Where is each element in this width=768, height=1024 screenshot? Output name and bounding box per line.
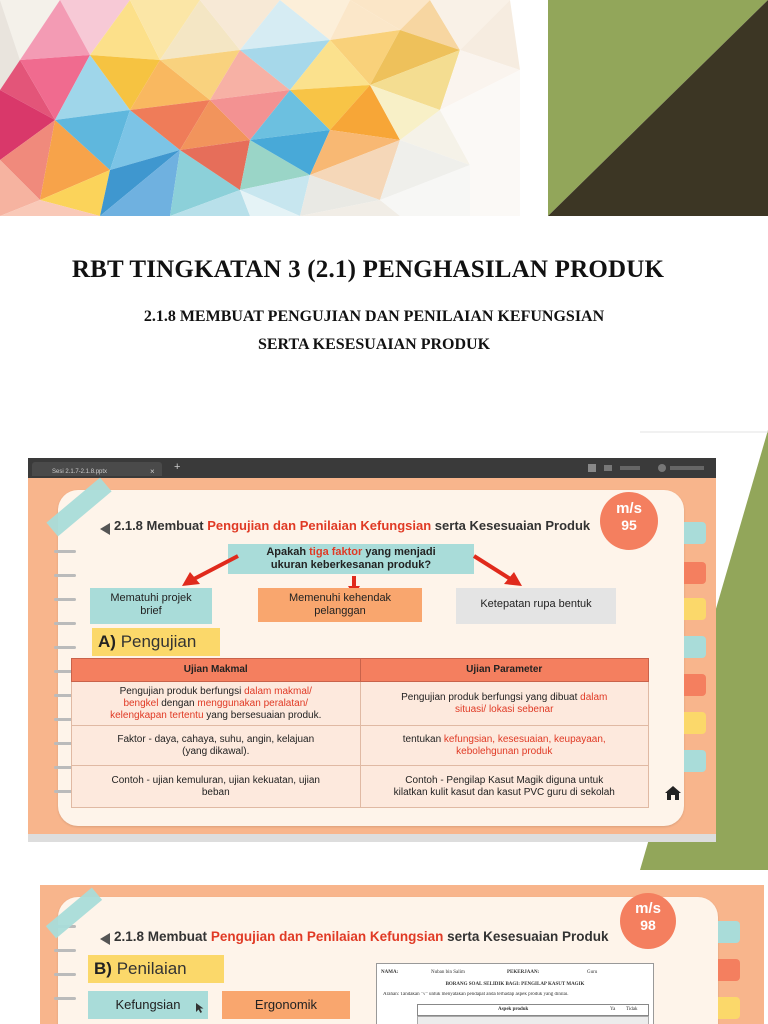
form-table-header xyxy=(417,1004,649,1016)
answer-box-3: Ketepatan rupa bentuk xyxy=(456,588,616,624)
page-ref-label: m/s xyxy=(635,900,661,917)
heading-number: 2.1.8 xyxy=(114,929,145,944)
criteria-box-ergonomik: Ergonomik xyxy=(222,991,350,1019)
table-header-ujian-parameter: Ujian Parameter xyxy=(360,659,649,682)
cell-text: Pengujian produk berfungsi xyxy=(119,685,242,697)
side-tab xyxy=(718,921,740,943)
side-tab xyxy=(684,598,706,620)
browser-tab-title: Sesi 2.1.7-2.1.8.pptx xyxy=(52,469,108,475)
binder-ring xyxy=(54,622,76,625)
cell-text-red: kelengkapan tertentu xyxy=(110,709,204,721)
side-tab xyxy=(684,750,706,772)
heading-number: 2.1.8 xyxy=(114,518,143,533)
cell-text: Pengujian produk berfungsi yang dibuat xyxy=(401,691,578,703)
form-col-tidak: Tidak xyxy=(626,1007,638,1012)
criteria-box-kefungsian: Kefungsian xyxy=(88,991,208,1019)
subtitle-line-1: 2.1.8 MEMBUAT PENGUJIAN DAN PENILAIAN KEFUNGSIAN xyxy=(143,308,605,325)
answer-2-line-1: Memenuhi kehendak xyxy=(288,592,392,604)
section-label-pengujian xyxy=(92,628,220,656)
cell-text-red: menggunakan peralatan/ xyxy=(197,697,309,709)
page-ref-number: 98 xyxy=(640,917,656,933)
slide-heading xyxy=(114,518,590,533)
cell-text: dengan xyxy=(161,697,195,709)
form-job-value: Guru xyxy=(587,970,598,975)
browser-tab[interactable] xyxy=(32,462,162,476)
browser-toolbar xyxy=(28,458,716,478)
table-cell xyxy=(72,682,361,726)
form-col-ya: Ya xyxy=(610,1007,616,1012)
table-cell xyxy=(72,766,361,808)
cursor-icon xyxy=(196,1003,204,1013)
question-text-red: tiga faktor xyxy=(309,546,363,558)
table-row xyxy=(72,682,649,726)
table-row xyxy=(72,766,649,808)
table-header-row xyxy=(72,659,649,682)
side-tab xyxy=(684,522,706,544)
binder-ring xyxy=(54,973,76,976)
status-bar xyxy=(28,834,716,842)
page-title: RBT TINGKATAN 3 (2.1) PENGHASILAN PRODUK xyxy=(71,256,665,283)
answer-2-line-2: pelanggan xyxy=(314,605,366,617)
binder-ring xyxy=(54,550,76,553)
table-cell xyxy=(360,726,649,766)
table-cell xyxy=(360,766,649,808)
binder-ring xyxy=(54,646,76,649)
form-name-value: Nuban bin Salim xyxy=(431,970,465,975)
table-cell xyxy=(72,726,361,766)
question-text-3: ukuran keberkesanan produk? xyxy=(270,559,432,571)
side-tab xyxy=(684,636,706,658)
heading-text-2: serta Kesesuaian Produk xyxy=(447,929,609,944)
header-banner xyxy=(0,0,768,216)
subtitle-line-2: SERTA KESESUAIAN PRODUK xyxy=(257,336,491,353)
cell-text: beban xyxy=(201,786,230,798)
cell-text: Contoh - ujian kemuluran, ujian kekuatan, ujian xyxy=(111,774,320,786)
heading-text-red: Pengujian dan Penilaian Kefungsian xyxy=(207,518,432,533)
cell-text: yang bersesuaian produk. xyxy=(206,709,322,721)
table-row xyxy=(72,726,649,766)
low-poly-pattern xyxy=(0,0,768,216)
toolbar-icons xyxy=(588,464,708,472)
cell-text-red: situasi/ lokasi sebenar xyxy=(455,703,554,715)
side-tab xyxy=(684,712,706,734)
heading-text-1: Membuat xyxy=(147,929,208,944)
binder-ring xyxy=(54,574,76,577)
slide-screenshot-pengujian xyxy=(28,458,716,842)
cell-text-red: kefungsian, kesesuaian, keupayaan, xyxy=(443,733,606,745)
section-title: Pengujian xyxy=(120,632,197,651)
answer-1-line-2: brief xyxy=(140,605,162,617)
table-cell xyxy=(360,682,649,726)
heading-text-red: Pengujian dan Penilaian Kefungsian xyxy=(210,929,444,944)
binder-ring xyxy=(54,598,76,601)
form-col-aspek: Aspek produk xyxy=(498,1007,529,1012)
side-tab xyxy=(718,959,740,981)
slide-screenshot-penilaian xyxy=(40,885,764,1024)
cell-text-red: dalam xyxy=(580,691,608,703)
cell-text: kilatkan kulit kasut dan kasut PVC guru di sekolah xyxy=(393,786,615,798)
form-name-label: NAMA: xyxy=(381,970,399,975)
question-text-1: Apakah xyxy=(266,546,307,558)
page-ref-number: 95 xyxy=(621,517,637,533)
home-icon[interactable] xyxy=(664,784,682,802)
form-instruction: Arahan: Tandakan "√" untuk menyatakan pendapat anda terhadap aspek produk yang dinilai. xyxy=(383,992,569,997)
side-tab xyxy=(684,562,706,584)
cell-text: tentukan xyxy=(402,733,442,745)
slide-heading xyxy=(114,929,608,944)
cell-text: Contoh - Pengilap Kasut Magik diguna untuk xyxy=(405,774,604,786)
binder-ring xyxy=(54,997,76,1000)
page-ref-label: m/s xyxy=(616,500,642,517)
form-table-row xyxy=(417,1016,649,1024)
question-text-2: yang menjadi xyxy=(365,546,436,558)
answer-1-line-1: Mematuhi projek xyxy=(110,592,192,604)
side-tab xyxy=(684,674,706,696)
table-header-ujian-makmal: Ujian Makmal xyxy=(72,659,361,682)
cell-text-red: dalam makmal/ xyxy=(244,685,312,697)
form-job-label: PEKERJAAN: xyxy=(507,970,540,975)
form-title: BORANG SOAL SELIDIK BAGI: PENGILAP KASUT MAGIK xyxy=(445,982,585,987)
cell-text-red: kebolehgunan produk xyxy=(456,745,553,757)
side-tab xyxy=(718,997,740,1019)
page-ref-badge xyxy=(600,492,658,550)
cell-text: (yang dikawal). xyxy=(182,745,250,757)
triangle-bullet-icon xyxy=(100,933,110,945)
section-letter: B) xyxy=(94,959,112,978)
heading-text-1: Membuat xyxy=(146,518,204,533)
heading-text-2: serta Kesesuaian Produk xyxy=(434,518,591,533)
cell-text-red: bengkel xyxy=(123,697,159,709)
answer-box-2 xyxy=(258,588,422,622)
page-subtitle xyxy=(0,303,748,359)
answer-box-1 xyxy=(90,588,212,624)
triangle-bullet-icon xyxy=(100,523,110,535)
new-tab-icon[interactable]: + xyxy=(174,461,181,473)
binder-ring xyxy=(54,949,76,952)
comparison-table xyxy=(71,658,649,808)
section-title: Penilaian xyxy=(116,959,187,978)
cell-text: Faktor - daya, cahaya, suhu, angin, kelajuan xyxy=(117,733,315,745)
section-letter: A) xyxy=(98,632,116,651)
section-label-penilaian xyxy=(88,955,224,983)
page-ref-badge xyxy=(620,893,676,949)
close-icon[interactable]: × xyxy=(150,467,155,476)
questionnaire-form xyxy=(376,963,654,1024)
